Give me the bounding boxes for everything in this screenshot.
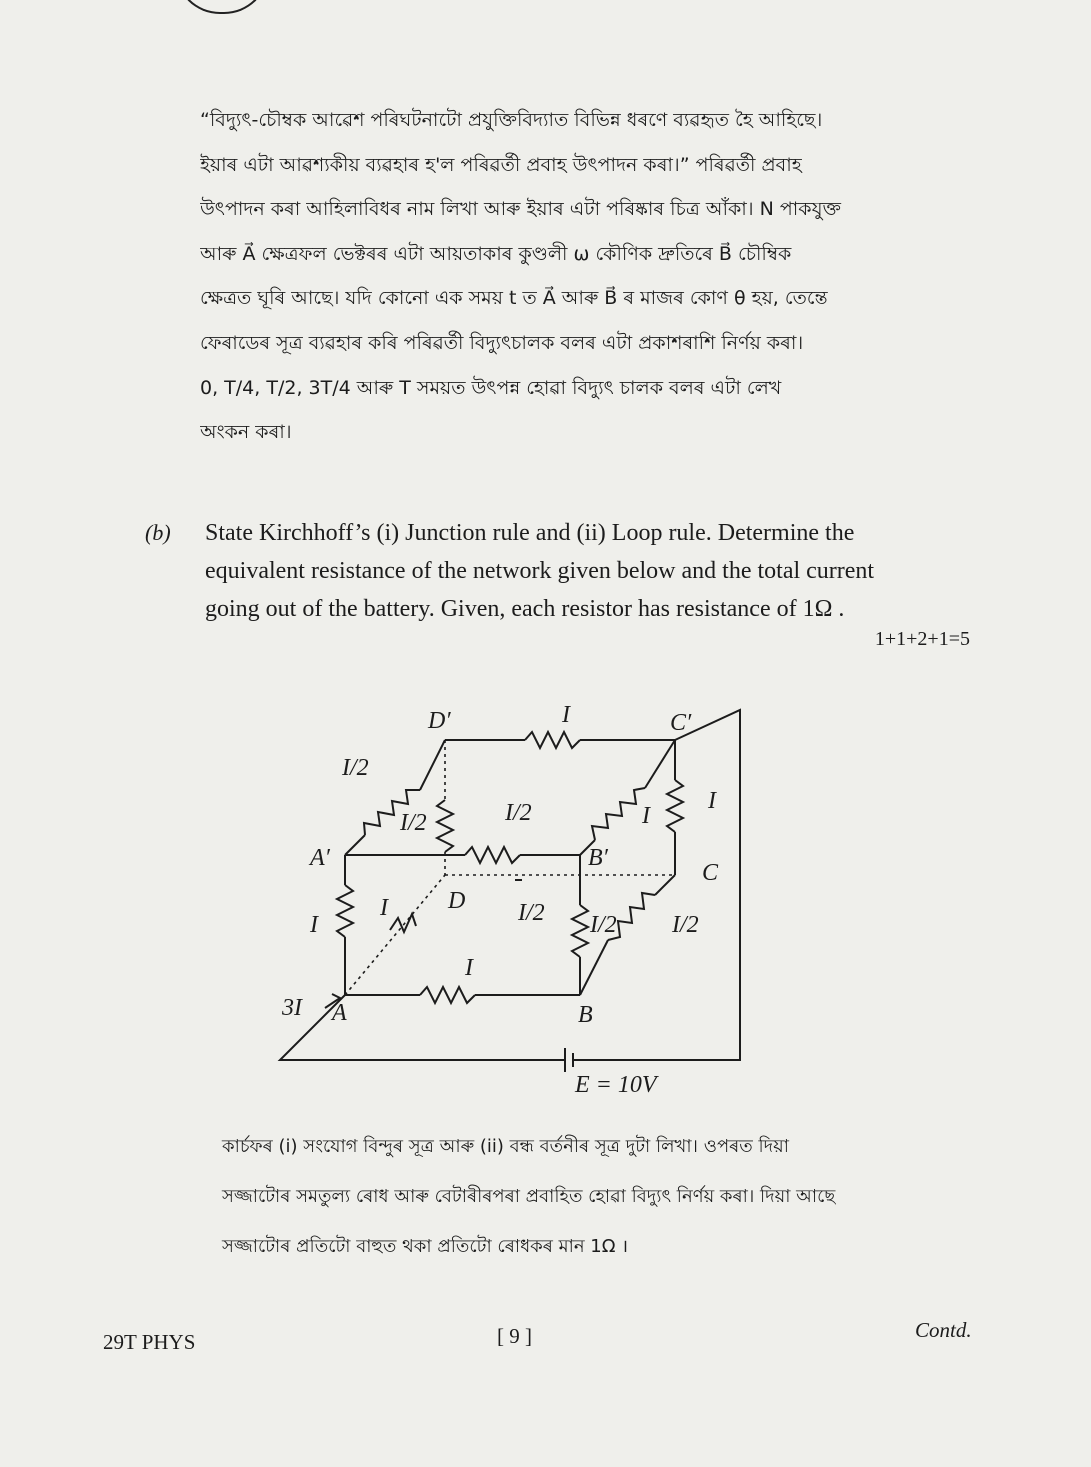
resistor bbox=[437, 800, 453, 852]
text-line: অংকন কৰা। bbox=[200, 421, 292, 444]
marks-distribution: 1+1+2+1=5 bbox=[874, 628, 970, 650]
node-b: B bbox=[578, 1002, 593, 1028]
text-line: State Kirchhoff’s (i) Junction rule and (ii) Loop rule. Determine the bbox=[205, 520, 855, 546]
page-number: [ 9 ] bbox=[497, 1324, 532, 1348]
current-left-vertical: I bbox=[310, 912, 318, 938]
current-center-diag: I/2 bbox=[518, 900, 545, 926]
resistor bbox=[667, 780, 683, 832]
wire bbox=[420, 740, 445, 790]
text-line: সজ্জাটোৰ সমতুল্য ৰোধ আৰু বেটাৰীৰপৰা প্ৰবাহিত হোৱা বিদ্যুৎ নিৰ্ণয় কৰা। দিয়া আছে bbox=[222, 1186, 836, 1207]
text-line: “বিদ্যুৎ-চৌম্বক আৱেশ পৰিঘটনাটো প্ৰযুক্তিবিদ্যাত বিভিন্ন ধৰণে ব্যৱহৃত হৈ আহিছে। bbox=[200, 109, 823, 131]
dashed-wire bbox=[345, 875, 445, 995]
text-line: ইয়াৰ এটা আৱশ্যকীয় ব্যৱহাৰ হ'ল পৰিৱৰ্তী প্ৰবাহ উৎপাদন কৰা।” পৰিৱৰ্তী প্ৰবাহ bbox=[200, 153, 802, 176]
current-left-top: I/2 bbox=[342, 755, 369, 781]
paper-code: 29T PHYS bbox=[103, 1330, 196, 1354]
wire bbox=[655, 875, 675, 895]
text-line: কাৰ্চফৰ (i) সংযোগ বিন্দুৰ সূত্ৰ আৰু (ii) বন্ধ বৰ্তনীৰ সূত্ৰ দুটা লিখা। ওপৰত দিয়া bbox=[222, 1136, 789, 1157]
continued-note: Contd. bbox=[915, 1318, 972, 1342]
node-a-prime: A′ bbox=[310, 845, 330, 871]
assamese-part-b-paragraph bbox=[222, 1122, 982, 1272]
current-top: I bbox=[562, 702, 570, 728]
part-b-label: (b) bbox=[145, 520, 171, 545]
text-line: সজ্জাটোৰ প্ৰতিটো বাহুত থকা প্ৰতিটো ৰোধকৰ মান 1Ω । bbox=[222, 1236, 629, 1257]
node-b-prime: B′ bbox=[588, 845, 608, 871]
wire bbox=[645, 740, 675, 788]
current-diagonal-right: I bbox=[642, 803, 650, 829]
resistor bbox=[390, 914, 416, 932]
current-right-diag: I/2 bbox=[672, 912, 699, 938]
wire bbox=[280, 995, 565, 1060]
current-right-vertical: I bbox=[708, 788, 716, 814]
current-back-diag: I bbox=[380, 895, 388, 921]
text-line: ফেৰাডেৰ সূত্ৰ ব্যৱহাৰ কৰি পৰিৱৰ্তী বিদ্যুৎচালক বলৰ এটা প্ৰকাশৰাশি নিৰ্ণয় কৰা। bbox=[200, 331, 804, 354]
current-front-vertical: I/2 bbox=[590, 912, 617, 938]
node-c-prime: C′ bbox=[670, 710, 692, 736]
node-c: C bbox=[702, 860, 719, 886]
resistor bbox=[337, 885, 353, 937]
resistor bbox=[465, 847, 520, 863]
node-d-prime: D′ bbox=[428, 708, 451, 734]
english-question-paragraph bbox=[205, 514, 970, 628]
node-d: D bbox=[448, 888, 466, 914]
battery-label: E = 10V bbox=[575, 1072, 657, 1098]
text-line: উৎপাদন কৰা আহিলাবিধৰ নাম লিখা আৰু ইয়াৰ এটা পৰিষ্কাৰ চিত্ৰ আঁকা। N পাকযুক্ত bbox=[200, 198, 841, 221]
resistor bbox=[525, 732, 580, 748]
resistor bbox=[420, 987, 475, 1003]
wire bbox=[580, 940, 608, 995]
wire bbox=[345, 835, 365, 855]
node-a: A bbox=[332, 1000, 347, 1026]
text-line: going out of the battery. Given, each resistor has resistance of 1Ω . bbox=[205, 596, 845, 622]
text-line: 0, T/4, T/2, 3T/4 আৰু T সময়ত উৎপন্ন হোৱা বিদ্যুৎ চালক বলৰ এটা লেখ bbox=[200, 376, 782, 399]
text-line: আৰু A⃗ ক্ষেত্ৰফল ভেক্টৰৰ এটা আয়তাকাৰ কুণ্ডলী ω কৌণিক দ্ৰুতিৰে B⃗ চৌম্বিক bbox=[200, 242, 792, 265]
text-line: equivalent resistance of the network given below and the total current bbox=[205, 558, 875, 584]
assamese-question-paragraph bbox=[200, 98, 970, 455]
current-bottom: I bbox=[465, 955, 473, 981]
resistor bbox=[572, 905, 588, 957]
current-input: 3I bbox=[282, 995, 302, 1021]
circuit-diagram bbox=[270, 690, 750, 1100]
resistor bbox=[592, 788, 645, 840]
current-front-top: I/2 bbox=[505, 800, 532, 826]
current-center-vertical: I/2 bbox=[400, 810, 427, 836]
corner-mark bbox=[175, 0, 269, 14]
text-line: ক্ষেত্ৰত ঘূৰি আছে। যদি কোনো এক সময় t ত A⃗ আৰু B⃗ ৰ মাজৰ কোণ θ হয়, তেন্তে bbox=[200, 287, 828, 310]
